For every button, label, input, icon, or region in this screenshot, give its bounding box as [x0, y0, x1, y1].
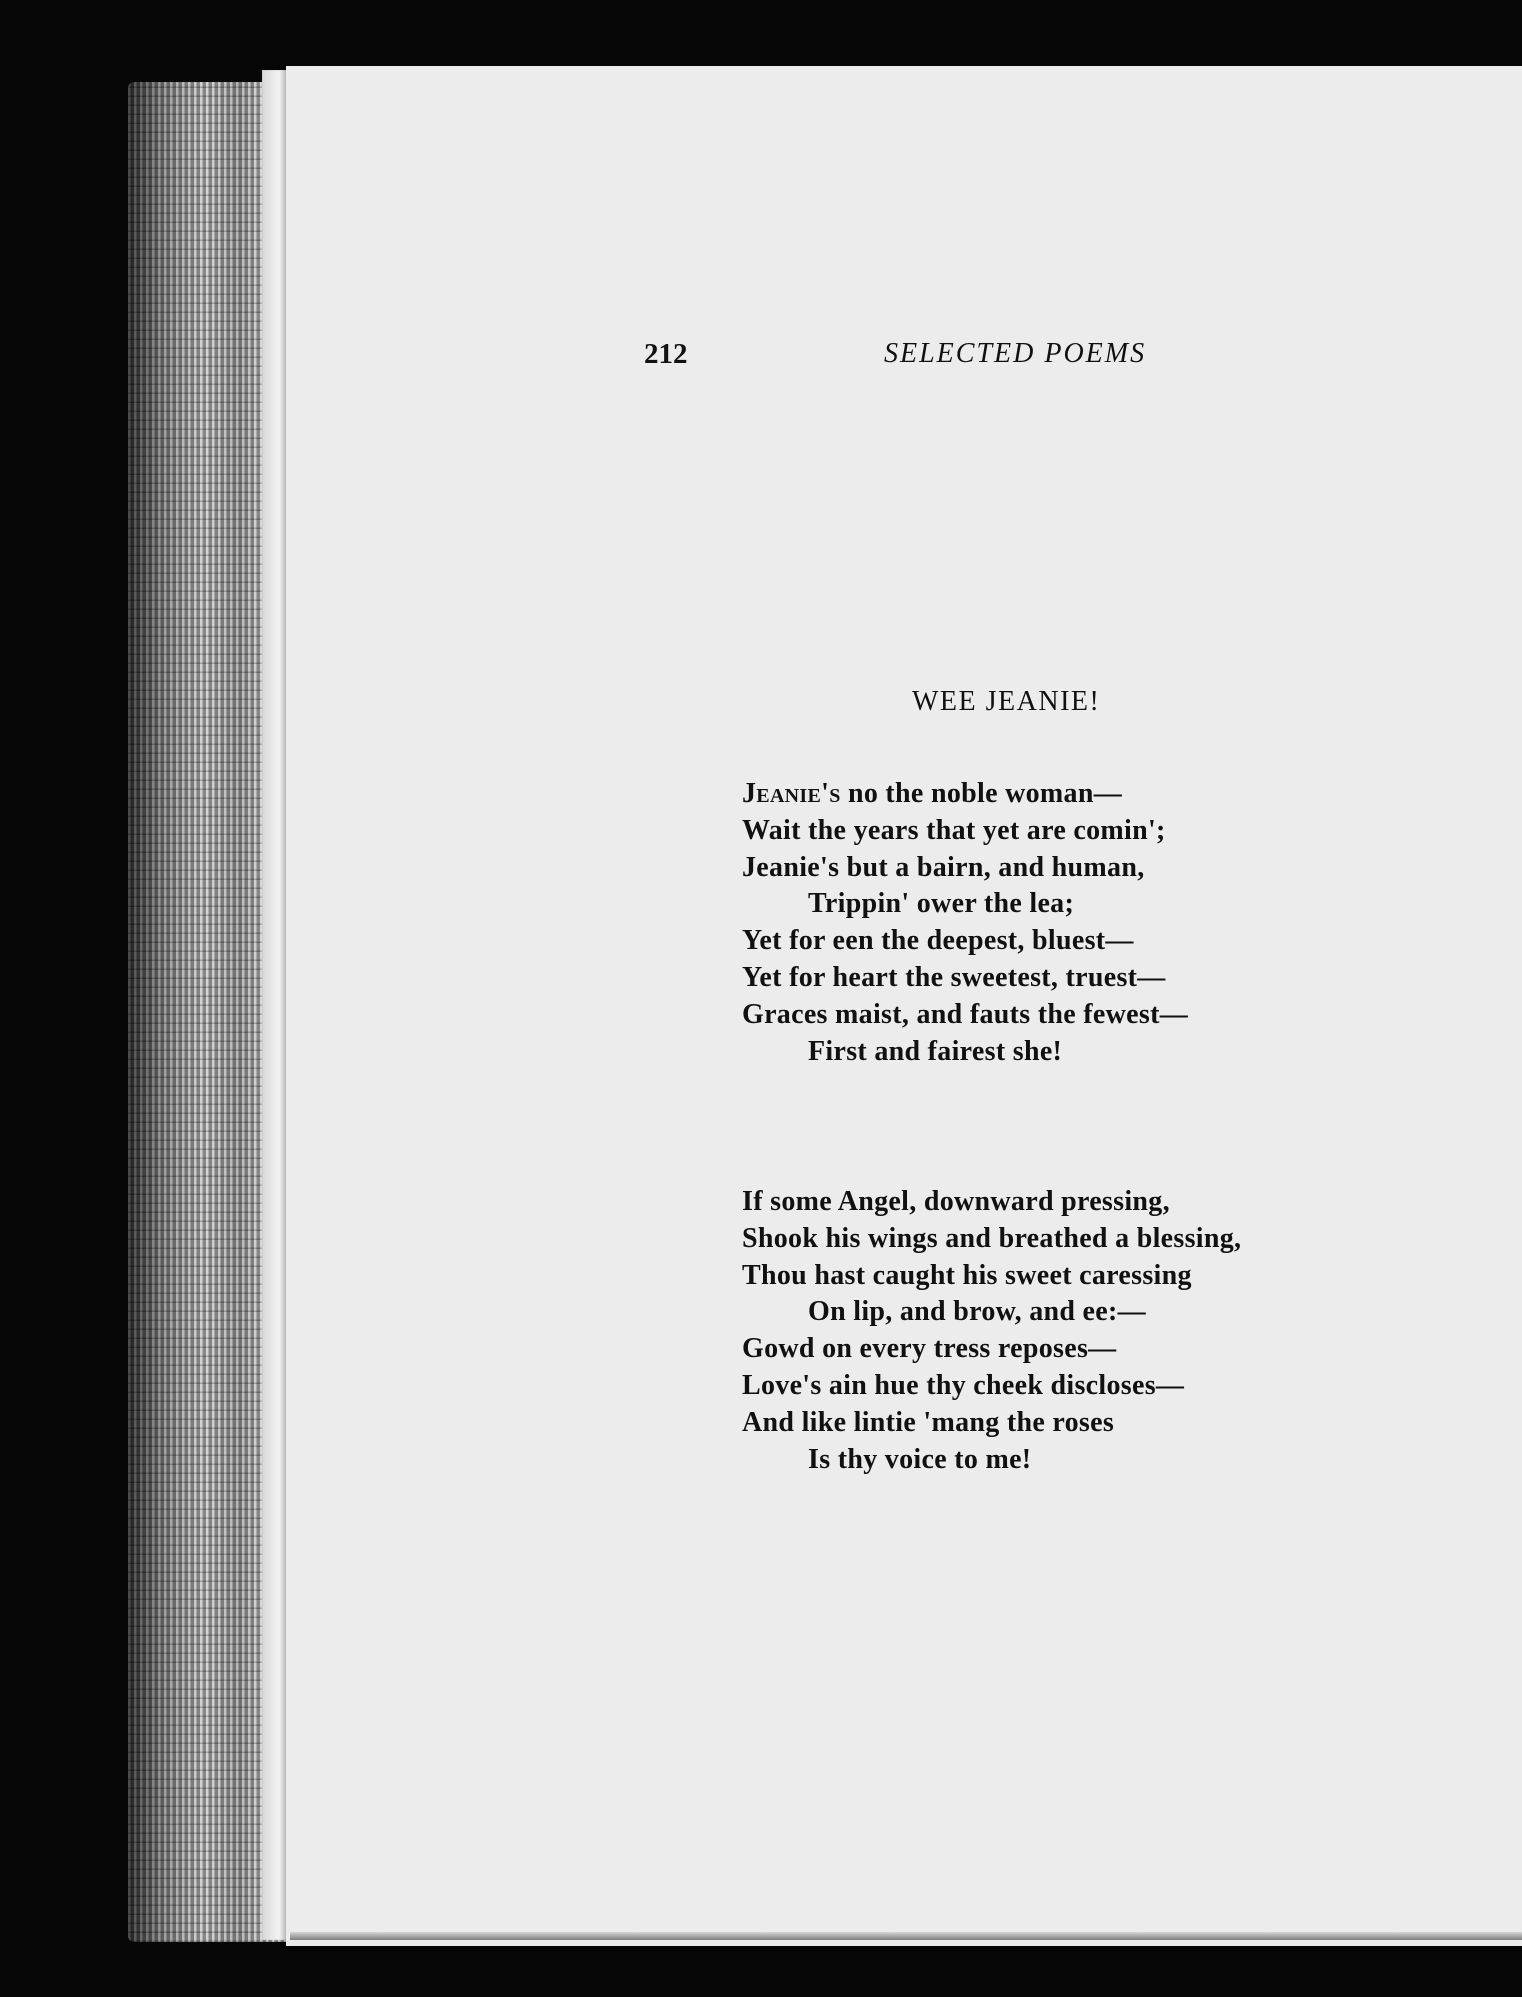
poem-title: WEE JEANIE!	[912, 686, 1101, 717]
opening-word: Jeanie's	[742, 778, 841, 809]
poem-line-indented: First and fairest she!	[808, 1035, 1063, 1067]
poem-line: Wait the years that yet are comin';	[742, 814, 1166, 846]
poem-line: Thou hast caught his sweet caressing	[742, 1259, 1192, 1291]
poem-line: Graces maist, and fauts the fewest—	[742, 998, 1188, 1030]
book-page	[286, 66, 1522, 1946]
poem-line: If some Angel, downward pressing,	[742, 1186, 1170, 1217]
poem-line: Gowd on every tress reposes—	[742, 1333, 1117, 1365]
stanza-1	[742, 776, 1188, 1070]
poem-line: Yet for heart the sweetest, truest—	[742, 961, 1166, 993]
page-bottom-edge	[290, 1932, 1522, 1940]
stanza-2	[742, 1184, 1241, 1478]
poem-line: Yet for een the deepest, bluest—	[742, 925, 1134, 957]
poem-line	[742, 776, 1188, 813]
poem-line-indented: Trippin' ower the lea;	[808, 888, 1075, 920]
poem-line-indented: Is thy voice to me!	[808, 1443, 1032, 1475]
line-text: no the noble woman—	[840, 778, 1123, 809]
poem-line: Shook his wings and breathed a blessing,	[742, 1222, 1242, 1254]
running-title: SELECTED POEMS	[884, 338, 1147, 369]
poem-line: And like lintie 'mang the roses	[742, 1406, 1115, 1438]
page-number: 212	[644, 338, 688, 370]
poem-line-indented: On lip, and brow, and ee:—	[808, 1296, 1146, 1328]
poem-line: Jeanie's but a bairn, and human,	[742, 851, 1145, 883]
running-head	[286, 338, 1522, 374]
poem-line: Love's ain hue thy cheek discloses—	[742, 1369, 1185, 1401]
